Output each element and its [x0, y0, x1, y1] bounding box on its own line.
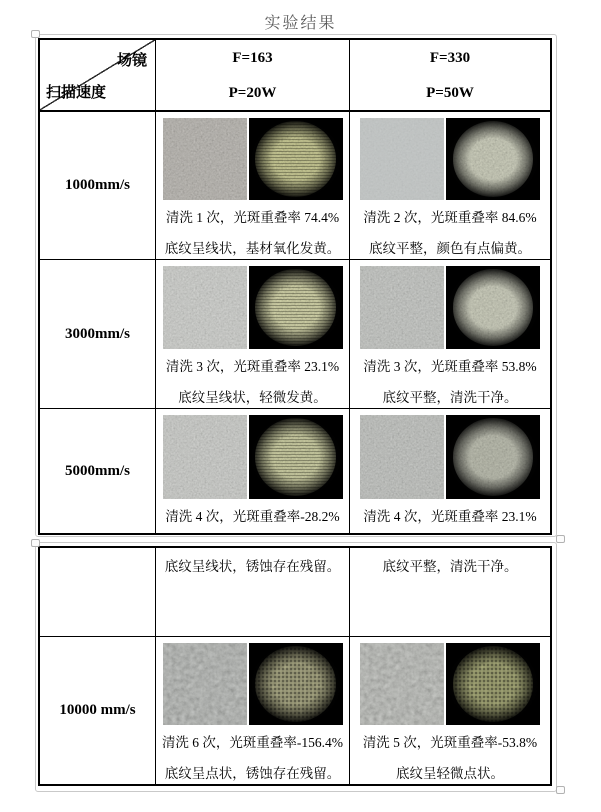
wash-result-line: 清洗 5 次，光斑重叠率-53.8% — [362, 735, 538, 750]
result-cell-r2c1 — [156, 260, 350, 409]
wash-result-line: 清洗 6 次，光斑重叠率-156.4% — [161, 735, 344, 750]
corner-header-cell — [40, 40, 156, 112]
texture-result-line: 底纹平整，清洗干净。 — [382, 559, 518, 574]
surface-photo — [163, 643, 247, 725]
microscope-photo — [446, 266, 540, 349]
speed-cell-1000: 1000mm/s — [40, 112, 156, 260]
texture-result-line: 底纹平整，清洗干净。 — [382, 390, 518, 405]
result-cell-r3c2 — [350, 409, 550, 533]
speed-cell-10000: 10000 mm/s — [40, 637, 156, 784]
p-value-label: P=20W — [228, 85, 277, 101]
table-resize-handle-icon[interactable] — [556, 535, 565, 543]
surface-photo — [360, 643, 444, 725]
p-value-label: P=50W — [426, 85, 474, 101]
wash-result-line: 清洗 4 次，光斑重叠率 23.1% — [363, 509, 537, 524]
column-header-f163 — [156, 40, 350, 112]
scan-speed-label: 扫描速度 — [46, 85, 107, 101]
microscope-photo — [446, 415, 540, 499]
speed-cell-continuation — [40, 548, 156, 637]
result-cell-r4c1 — [156, 637, 350, 784]
wash-result-line: 清洗 3 次，光斑重叠率 23.1% — [165, 359, 340, 374]
result-cell-r3c1 — [156, 409, 350, 533]
texture-result-line: 底纹呈点状，锈蚀存在残留。 — [164, 766, 341, 781]
texture-result-line: 底纹呈线状，轻微发黄。 — [178, 390, 327, 405]
page-title: 实验结果 — [264, 15, 337, 32]
microscope-photo — [249, 118, 343, 200]
table-resize-handle-icon[interactable] — [556, 786, 565, 794]
surface-photo — [360, 118, 444, 200]
result-cell-cont-c1 — [156, 548, 350, 637]
texture-result-line: 底纹呈线状，锈蚀存在残留。 — [164, 559, 341, 574]
field-lens-label: 场镜 — [116, 53, 147, 69]
results-table-block-2 — [38, 546, 552, 786]
table-move-handle-icon[interactable] — [31, 30, 40, 38]
microscope-photo — [249, 266, 343, 349]
microscope-photo — [446, 643, 540, 725]
texture-result-line: 底纹呈轻微点状。 — [396, 766, 504, 781]
texture-result-line: 底纹平整，颜色有点偏黄。 — [369, 241, 531, 256]
result-cell-r2c2 — [350, 260, 550, 409]
microscope-photo — [249, 415, 343, 499]
result-cell-r1c1 — [156, 112, 350, 260]
surface-photo — [163, 415, 247, 499]
f-value-label: F=163 — [232, 50, 273, 66]
speed-cell-5000: 5000mm/s — [40, 409, 156, 533]
microscope-photo — [249, 643, 343, 725]
surface-photo — [360, 415, 444, 499]
wash-result-line: 清洗 3 次，光斑重叠率 53.8% — [363, 359, 537, 374]
texture-result-line: 底纹呈线状，基材氧化发黄。 — [164, 241, 341, 256]
result-cell-cont-c2 — [350, 548, 550, 637]
results-table-block-1 — [38, 38, 552, 535]
wash-result-line: 清洗 2 次，光斑重叠率 84.6% — [363, 210, 537, 225]
surface-photo — [163, 118, 247, 200]
f-value-label: F=330 — [429, 50, 471, 66]
result-cell-r1c2 — [350, 112, 550, 260]
wash-result-line: 清洗 1 次，光斑重叠率 74.4% — [165, 210, 340, 225]
surface-photo — [163, 266, 247, 349]
wash-result-line: 清洗 4 次，光斑重叠率-28.2% — [165, 509, 340, 524]
surface-photo — [360, 266, 444, 349]
microscope-photo — [446, 118, 540, 200]
speed-cell-3000: 3000mm/s — [40, 260, 156, 409]
column-header-f330 — [350, 40, 550, 112]
result-cell-r4c2 — [350, 637, 550, 784]
table-move-handle-icon[interactable] — [31, 539, 40, 547]
